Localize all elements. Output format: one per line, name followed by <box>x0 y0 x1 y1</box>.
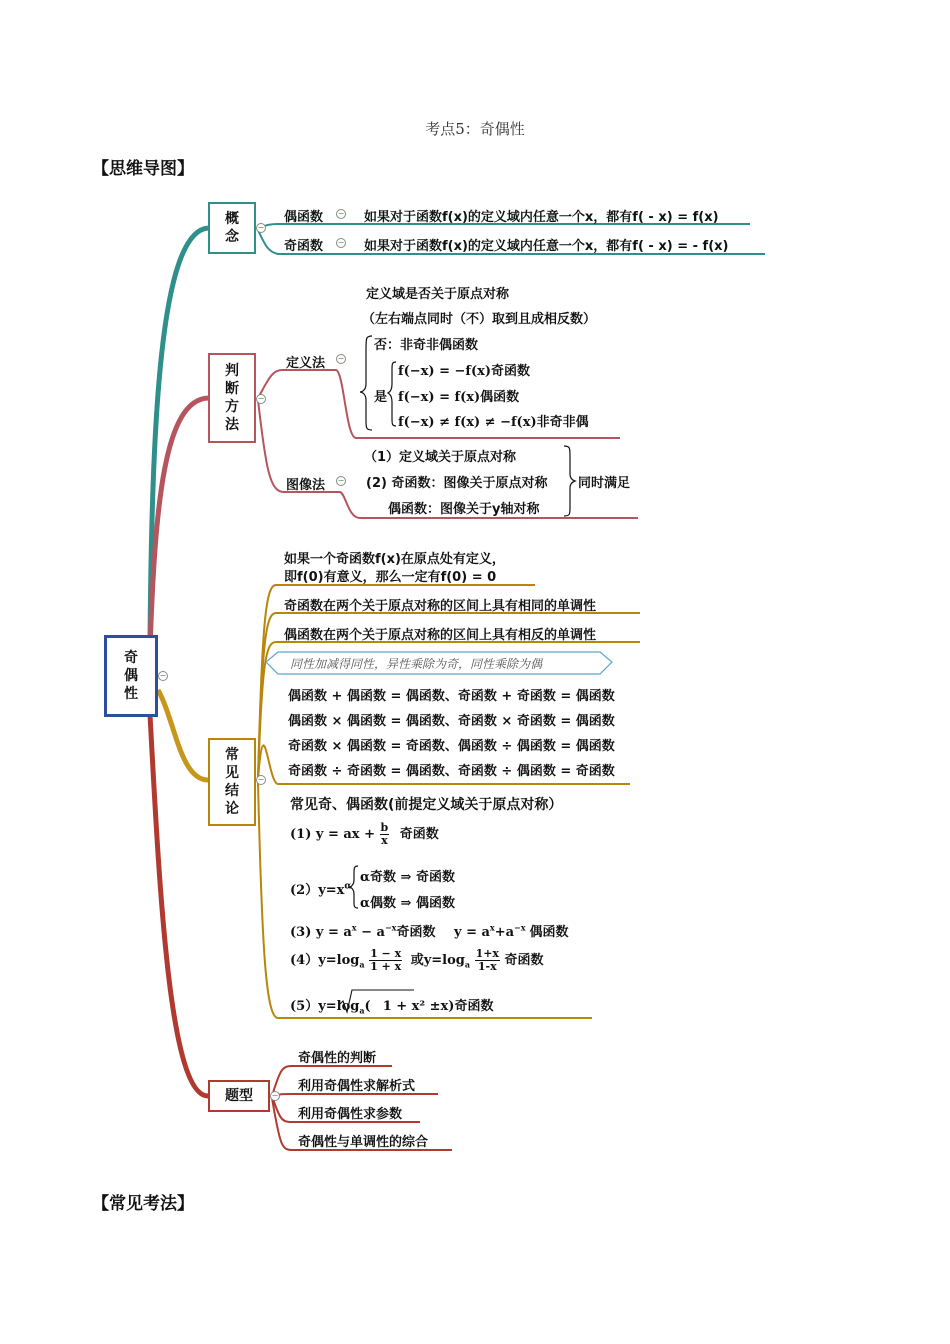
example-5-open: ( <box>364 999 371 1014</box>
odd-function-definition: 如果对于函数f(x)的定义域内任意一个x，都有f( - x) = - f(x) <box>364 239 729 254</box>
example-4-den2: 1-x <box>477 960 497 973</box>
example-4 <box>290 948 544 973</box>
conclusions-char-2: 见 <box>225 765 239 781</box>
example-4-num1: 1 − x <box>370 947 402 960</box>
definition-method-label: 定义法 <box>286 356 326 371</box>
concept-char-1: 概 <box>225 211 239 227</box>
judge-node[interactable] <box>208 353 256 443</box>
example-3a-mid: − a <box>356 925 385 940</box>
rule-row-2: 偶函数 × 偶函数 = 偶函数、奇函数 × 奇函数 = 偶函数 <box>288 714 615 729</box>
page-title: 考点5：奇偶性 <box>425 120 525 138</box>
type-item-1: 奇偶性的判断 <box>298 1051 377 1066</box>
example-4-num2: 1+x <box>475 947 499 960</box>
conclusion-3: 偶函数在两个关于原点对称的区间上具有相反的单调性 <box>284 628 597 643</box>
example-5-tail: ±x)奇函数 <box>425 999 494 1014</box>
example-4-fraction-1 <box>369 948 402 973</box>
judge-char-4: 法 <box>225 417 239 433</box>
example-3b-mid: +a <box>494 925 515 940</box>
example-1 <box>290 822 439 847</box>
graph-method-label: 图像法 <box>286 478 326 493</box>
example-2 <box>290 879 351 898</box>
type-item-2: 利用奇偶性求解析式 <box>298 1079 416 1094</box>
rule-row-1: 偶函数 + 偶函数 = 偶函数、奇函数 + 奇函数 = 偶函数 <box>288 689 615 704</box>
definition-case-odd: f(−x) = −f(x)奇函数 <box>398 364 531 379</box>
type-item-3: 利用奇偶性求参数 <box>298 1107 403 1122</box>
judge-char-2: 断 <box>225 381 239 397</box>
example-3a-suffix: 奇函数 <box>396 925 436 940</box>
types-collapse-icon[interactable]: − <box>271 1091 279 1100</box>
concept-char-2: 念 <box>225 229 239 245</box>
example-3a-sup: x <box>351 922 357 933</box>
judge-char-1: 判 <box>225 363 239 379</box>
conclusion-1b: 即f(0)有意义，那么一定有f(0) = 0 <box>284 570 497 585</box>
rule-row-4: 奇函数 ÷ 奇函数 = 偶函数、奇函数 ÷ 偶函数 = 奇函数 <box>288 764 615 779</box>
conclusion-hint-banner: 同性加减得同性，异性乘除为奇，同性乘除为偶 <box>290 657 543 671</box>
example-3b-sup: x <box>489 922 495 933</box>
conclusions-collapse-icon[interactable]: − <box>257 775 265 784</box>
judge-collapse-icon[interactable]: − <box>257 394 265 403</box>
section-methods-heading: 【常见考法】 <box>92 1194 194 1214</box>
root-collapse-icon[interactable]: − <box>159 671 167 680</box>
example-3b-sup2: −x <box>514 922 526 933</box>
even-function-definition: 如果对于函数f(x)的定义域内任意一个x，都有f( - x) = f(x) <box>364 210 719 225</box>
example-3 <box>290 921 569 940</box>
example-4-prefix: (4）y=log <box>290 953 360 968</box>
example-1-suffix: 奇函数 <box>399 827 439 842</box>
section-mindmap-heading: 【思维导图】 <box>92 159 194 179</box>
definition-line-2: （左右端点同时（不）取到且成相反数） <box>362 312 597 327</box>
graph-line-3: 偶函数：图像关于y轴对称 <box>388 502 540 517</box>
graph-method-collapse-icon[interactable]: − <box>337 476 345 485</box>
definition-method-collapse-icon[interactable]: − <box>337 354 345 363</box>
definition-no-case: 否：非奇非偶函数 <box>374 338 479 353</box>
type-item-4: 奇偶性与单调性的综合 <box>298 1135 429 1150</box>
example-2-case-odd: α奇数 ⇒ 奇函数 <box>360 870 455 885</box>
odd-function-label: 奇函数 <box>284 239 324 254</box>
root-char-2: 偶 <box>124 668 138 684</box>
graph-line-2: (2) 奇函数：图像关于原点对称 <box>366 476 548 491</box>
conclusion-1a: 如果一个奇函数f(x)在原点处有定义， <box>284 552 505 567</box>
root-char-1: 奇 <box>124 650 138 666</box>
example-3b: y = a <box>453 925 490 940</box>
definition-case-neither: f(−x) ≠ f(x) ≠ −f(x)非奇非偶 <box>398 415 589 430</box>
example-2-case-even: α偶数 ⇒ 偶函数 <box>360 896 455 911</box>
definition-yes-label: 是 <box>374 390 388 405</box>
conclusions-char-3: 结 <box>225 783 239 799</box>
conclusion-2: 奇函数在两个关于原点对称的区间上具有相同的单调性 <box>284 599 597 614</box>
example-3a-sup2: −x <box>384 922 397 933</box>
example-4-den1: 1 + x <box>370 960 402 973</box>
common-functions-title: 常见奇、偶函数(前提定义域关于原点对称） <box>290 797 563 813</box>
example-3a: (3) y = a <box>290 925 352 940</box>
example-1-prefix: (1) y = ax + <box>290 827 375 842</box>
example-5-root: 1 + x² <box>382 999 426 1014</box>
odd-collapse-icon[interactable]: − <box>337 238 345 247</box>
conclusions-char-1: 常 <box>225 747 239 763</box>
conclusions-char-4: 论 <box>225 801 239 817</box>
example-4-fraction-2 <box>475 948 500 973</box>
definition-line-1: 定义域是否关于原点对称 <box>366 287 510 302</box>
example-4-sub2: a <box>464 959 471 970</box>
example-5-sub: a <box>359 1005 365 1016</box>
example-1-fraction <box>380 822 390 847</box>
example-5-prefix: (5）y=log <box>290 999 360 1014</box>
judge-char-3: 方 <box>225 399 239 415</box>
rule-row-3: 奇函数 × 偶函数 = 奇函数、偶函数 ÷ 偶函数 = 偶函数 <box>288 739 615 754</box>
example-4-suffix: 奇函数 <box>504 953 544 968</box>
concept-node[interactable] <box>208 202 256 254</box>
graph-line-1: （1）定义域关于原点对称 <box>364 450 517 465</box>
example-1-den: x <box>381 834 388 847</box>
example-2-prefix: (2）y=x <box>290 883 345 898</box>
graph-simultaneous-label: 同时满足 <box>578 476 631 491</box>
example-3b-suffix: 偶函数 <box>529 925 569 940</box>
even-function-label: 偶函数 <box>284 210 324 225</box>
even-collapse-icon[interactable]: − <box>337 209 345 218</box>
example-4-sub: a <box>359 959 365 970</box>
concept-collapse-icon[interactable]: − <box>257 223 265 232</box>
types-label: 题型 <box>225 1088 253 1104</box>
definition-case-even: f(−x) = f(x)偶函数 <box>398 390 520 405</box>
root-node[interactable] <box>104 635 158 717</box>
example-1-num: b <box>380 821 389 834</box>
root-char-3: 性 <box>124 686 138 702</box>
conclusions-node[interactable] <box>208 738 256 826</box>
example-5 <box>290 995 493 1016</box>
types-node[interactable] <box>208 1080 270 1112</box>
example-4-or: 或y=log <box>410 953 465 968</box>
example-2-sup: α <box>344 881 352 892</box>
